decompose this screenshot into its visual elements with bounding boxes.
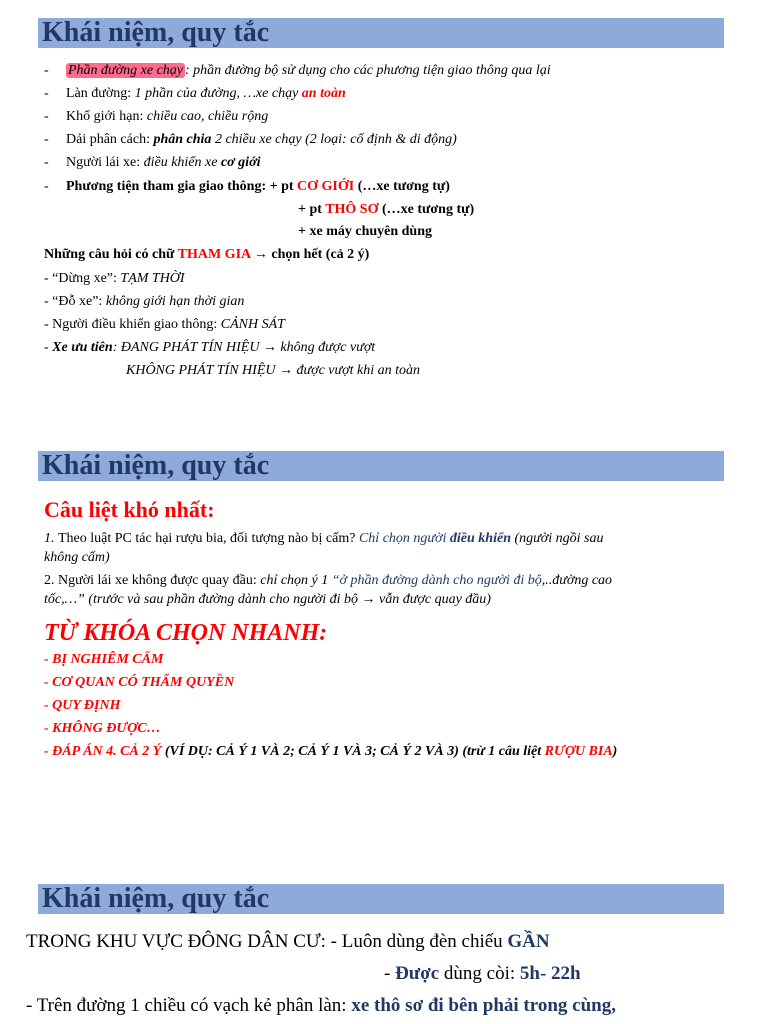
- slide-1-header: Khái niệm, quy tắc: [38, 18, 724, 48]
- bullet-dash: -: [44, 155, 49, 170]
- line-kho-gioi-han: Khổ giới hạn: chiều cao, chiều rộng: [66, 109, 269, 124]
- line-khu-dong-dan-cu: TRONG KHU VỰC ĐÔNG DÂN CƯ: - Luôn dùng đèn chiếu GẦN: [26, 931, 550, 952]
- line-lan-duong: Làn đường: 1 phần của đường, …xe chạy an toàn: [66, 86, 346, 101]
- keywords-title: TỪ KHÓA CHỌN NHANH:: [44, 620, 328, 646]
- bullet-dash: -: [44, 86, 49, 101]
- line-phuong-tien: Phương tiện tham gia giao thông: + pt CƠ GIỚI (…xe tương tự): [66, 179, 450, 194]
- slide-3-header: Khái niệm, quy tắc: [38, 884, 724, 914]
- keyword-item: - CƠ QUAN CÓ THẨM QUYỀN: [44, 675, 235, 690]
- keyword-item: - QUY ĐỊNH: [44, 698, 121, 713]
- question-2-line-1: 2. Người lái xe không được quay đầu: chỉ chọn ý 1 “ở phần đường dành cho người đi bộ,..đường cao: [44, 573, 613, 588]
- line-pt-tho-so: + pt THÔ SƠ (…xe tương tự): [298, 202, 475, 217]
- bullet-dash: -: [44, 132, 49, 147]
- bullet-dash: -: [44, 109, 49, 124]
- question-1-line-2: không cấm): [44, 550, 110, 565]
- question-2-line-2: tốc,…” (trước và sau phần đường dành cho người đi bộ → vẫn được quay đầu): [44, 592, 491, 607]
- question-1-line-1: 1. Theo luật PC tác hại rượu bia, đối tượng nào bị cấm? Chỉ chọn người điều khiển (người ngồi sau: [44, 531, 604, 546]
- line-nguoi-lai-xe: Người lái xe: điều khiển xe cơ giới: [66, 155, 261, 170]
- line-nguoi-dieu-khien: - Người điều khiển giao thông: CẢNH SÁT: [44, 317, 285, 332]
- line-tham-gia: Những câu hỏi có chữ THAM GIA → chọn hết (cả 2 ý): [44, 247, 370, 262]
- line-duong-mot-chieu: - Trên đường 1 chiều có vạch kẻ phân làn: xe thô sơ đi bên phải trong cùng,: [26, 995, 616, 1016]
- highlighted-term: Phần đường xe chạy: [68, 63, 184, 78]
- line-phan-duong-xe-chay: Phần đường xe chạy : phần đường bộ sử dụng cho các phương tiện giao thông qua lại: [68, 63, 551, 78]
- bullet-dash: -: [44, 179, 49, 194]
- hardest-questions-title: Câu liệt khó nhất:: [44, 497, 215, 522]
- keyword-item: - BỊ NGHIÊM CẤM: [44, 652, 164, 667]
- line-khong-phat-tin-hieu: KHÔNG PHÁT TÍN HIỆU → được vượt khi an toàn: [126, 363, 420, 378]
- slide-2-header: Khái niệm, quy tắc: [38, 451, 724, 481]
- line-do-xe: - “Đỗ xe”: không giới hạn thời gian: [44, 294, 245, 309]
- keyword-item-dap-an: - ĐÁP ÁN 4. CẢ 2 Ý (VÍ DỤ: CẢ Ý 1 VÀ 2; CẢ Ý 1 VÀ 3; CẢ Ý 2 VÀ 3) (trừ 1 câu liệt RƯỢU BIA): [44, 744, 618, 759]
- line-duoc-dung-coi: - Được dùng còi: 5h- 22h: [384, 963, 581, 984]
- bullet-dash: -: [44, 63, 49, 78]
- line-xe-uu-tien: - Xe ưu tiên: ĐANG PHÁT TÍN HIỆU → không được vượt: [44, 340, 376, 355]
- line-xe-may-chuyen-dung: + xe máy chuyên dùng: [298, 224, 432, 239]
- line-dai-phan-cach: Dải phân cách: phân chia 2 chiều xe chạy (2 loại: cố định & di động): [66, 132, 457, 147]
- line-dung-xe: - “Dừng xe”: TẠM THỜI: [44, 271, 185, 286]
- keyword-item: - KHÔNG ĐƯỢC…: [44, 721, 161, 736]
